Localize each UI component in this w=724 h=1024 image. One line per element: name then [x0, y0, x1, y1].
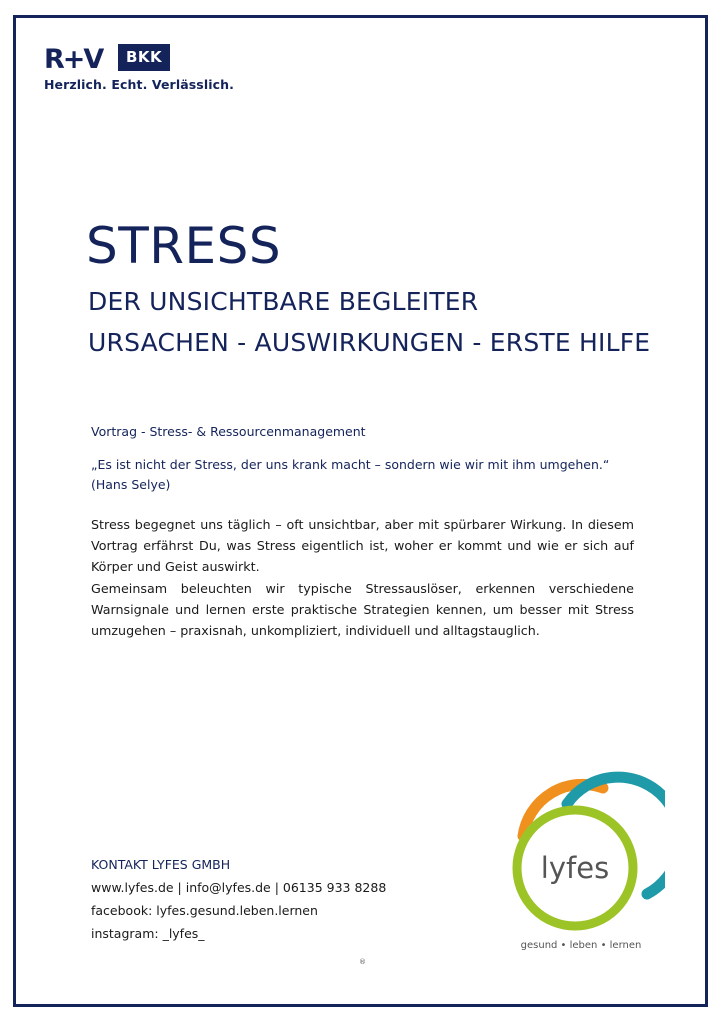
- subtitle-line-1: DER UNSICHTBARE BEGLEITER: [88, 287, 479, 316]
- contact-title: KONTAKT LYFES GMBH: [91, 857, 231, 872]
- quote-text: „Es ist nicht der Stress, der uns krank macht – sondern wie wir mit ihm umgehen.“: [91, 457, 610, 472]
- event-kicker: Vortrag - Stress- & Ressourcenmanagement: [91, 424, 366, 439]
- body-paragraph-1: Stress begegnet uns täglich – oft unsichtbar, aber mit spürbarer Wirkung. In diesem Vortrag erfährst Du, was Stress eigentlich ist, woher er kommt und wie er sich auf Körper und Geist auswirkt.: [91, 517, 634, 575]
- rv-logo-icon: [44, 44, 116, 71]
- bkk-badge: BKK: [118, 44, 170, 71]
- quote: [91, 455, 651, 495]
- body-paragraph-2: Gemeinsam beleuchten wir typische Stressauslöser, erkennen verschiedene Warnsignale und lernen erste praktische Strategien kennen, um besser mit Stress umzugehen – praxisnah, unkompliziert, individuell und alltagstauglich.: [91, 580, 634, 639]
- subtitle-line-2: URSACHEN - AUSWIRKUNGEN - ERSTE HILFE: [88, 328, 651, 357]
- lyfes-logo: [505, 770, 665, 960]
- contact-block: [91, 853, 386, 945]
- contact-line-instagram: instagram: _lyfes_: [91, 926, 205, 941]
- tagline: Herzlich. Echt. Verlässlich.: [44, 77, 234, 92]
- page-title: STRESS: [86, 217, 282, 275]
- registered-mark: ®: [359, 958, 366, 966]
- quote-author: (Hans Selye): [91, 477, 171, 492]
- lyfes-wordmark: lyfes: [540, 851, 610, 885]
- rv-bkk-logo: [44, 44, 234, 92]
- svg-text:R+V: R+V: [44, 44, 103, 71]
- lyfes-slogan: gesund • leben • lernen: [520, 940, 642, 951]
- contact-line-facebook: facebook: lyfes.gesund.leben.lernen: [91, 903, 318, 918]
- contact-line-web: www.lyfes.de | info@lyfes.de | 06135 933 8288: [91, 880, 387, 895]
- rv-bkk-logo-mark: [44, 44, 234, 71]
- body-text: [91, 514, 634, 641]
